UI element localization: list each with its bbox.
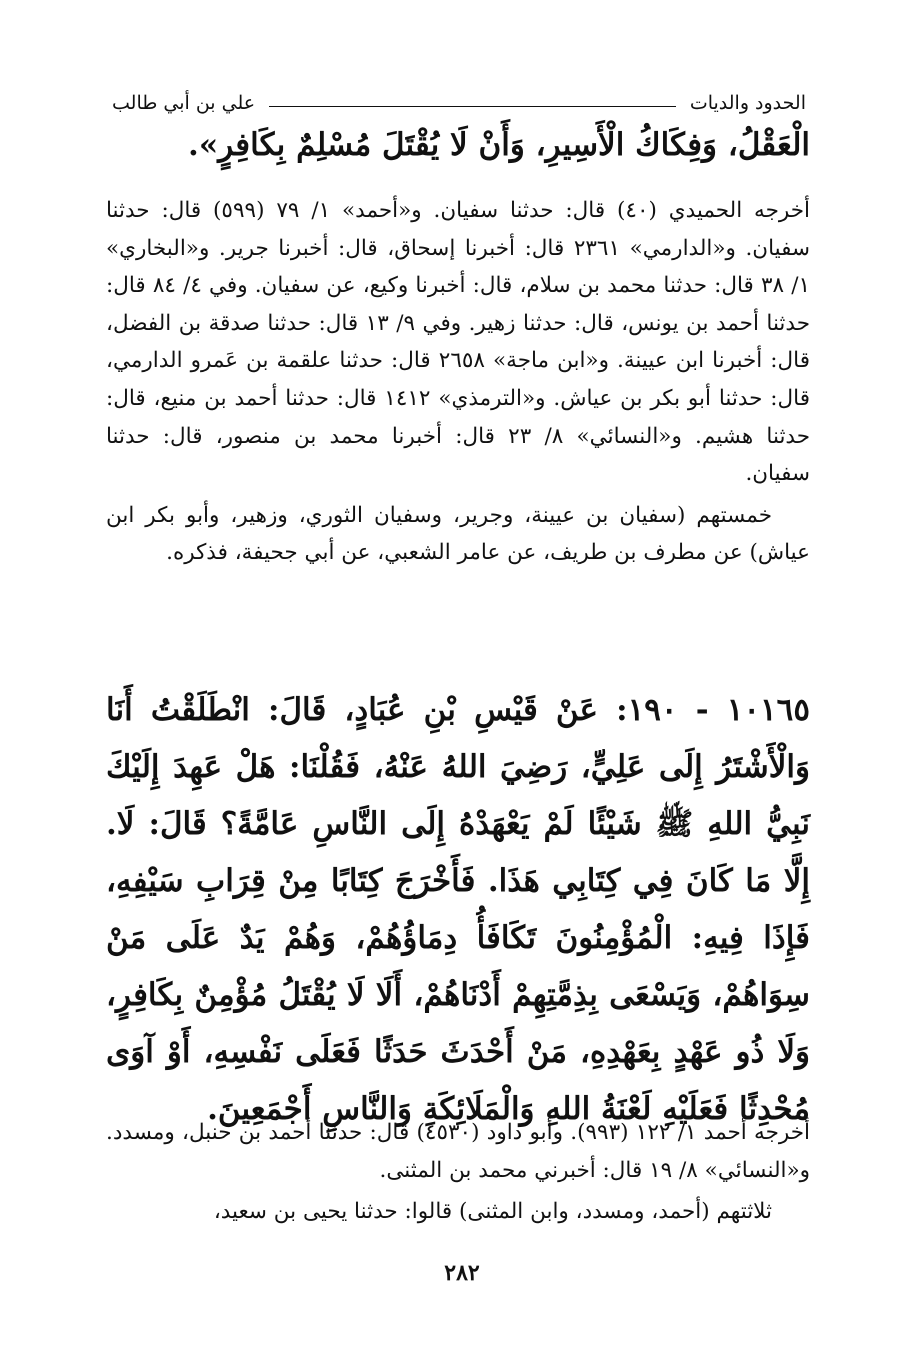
header-section-title: الحدود والديات bbox=[689, 92, 806, 114]
hadith-text-continuation: الْعَقْلُ، وَفِكَاكُ الْأَسِيرِ، وَأَنْ لَا يُقْتَلَ مُسْلِمٌ بِكَافِرٍ». bbox=[188, 127, 810, 163]
takhrij-1-paragraph-2: خمستهم (سفيان بن عيينة، وجرير، وسفيان الثوري، وزهير، وأبو بكر ابن عياش) عن مطرف بن طريف، عن عامر الشعبي، عن أبي جحيفة، فذكره. bbox=[106, 502, 810, 566]
header-rule bbox=[269, 106, 676, 107]
takhrij-1-paragraph-1: أخرجه الحميدي (٤٠) قال: حدثنا سفيان. و«أحمد» ١/ ٧٩ (٥٩٩) قال: حدثنا سفيان. و«الدارمي» ٢٣٦١ قال: أخبرنا إسحاق، قال: أخبرنا جرير. و«البخاري» ١/ ٣٨ قال: حدثنا محمد بن سلام، قال: أخبرنا وكيع، عن سفيان. وفي ٤/ ٨٤ قال: حدثنا أحمد بن يونس، قال: حدثنا زهير. وفي ٩/ ١٣ قال: حدثنا صدقة بن الفضل، قال: أخبرنا ابن عيينة. و«ابن ماجة» ٢٦٥٨ قال: حدثنا علقمة بن عَمرو الدارمي، قال: حدثنا أبو بكر بن عياش. و«الترمذي» ١٤١٢ قال: حدثنا أحمد بن منيع، قال: حدثنا هشيم. و«النسائي» ٨/ ٢٣ قال: أخبرنا محمد بن منصور، قال: حدثنا سفيان. bbox=[106, 198, 811, 487]
header-book-title: علي بن أبي طالب bbox=[112, 92, 256, 114]
hadith-10165-text: ١٠١٦٥ - ١٩٠: عَنْ قَيْسِ بْنِ عُبَادٍ، قَالَ: انْطَلَقْتُ أَنَا وَالْأَشْتَرُ إِلَى عَلِيٍّ، رَضِيَ اللهُ عَنْهُ، فَقُلْنَا: هَلْ عَهِدَ إِلَيْكَ نَبِيُّ اللهِ ﷺ شَيْئًا لَمْ يَعْهَدْهُ إِلَى النَّاسِ عَامَّةً؟ قَالَ: لَا. إِلَّا مَا كَانَ فِي كِتَابِي هَذَا. فَأَخْرَجَ كِتَابًا مِنْ قِرَابِ سَيْفِهِ، فَإِذَا فِيهِ: الْمُؤْمِنُونَ تَكَافَأُ دِمَاؤُهُمْ، وَهُمْ يَدٌ عَلَى مَنْ سِوَاهُمْ، وَيَسْعَى بِذِمَّتِهِمْ أَدْنَاهُمْ، أَلَا لَا يُقْتَلُ مُؤْمِنٌ بِكَافِرٍ، وَلَا ذُو عَهْدٍ بِعَهْدِهِ، مَنْ أَحْدَثَ حَدَثًا فَعَلَى نَفْسِهِ، أَوْ آوَى مُحْدِثًا فَعَلَيْهِ لَعْنَةُ اللهِ وَالْمَلَائِكَةِ وَالنَّاسِ أَجْمَعِينَ. bbox=[106, 692, 810, 1127]
takhrij-block-2 bbox=[106, 1114, 810, 1231]
takhrij-block-1 bbox=[106, 192, 810, 572]
takhrij-2-paragraph-1: أخرجه أحمد ١/ ١٢٢ (٩٩٣). وأبو داود (٤٥٣٠) قال: حدثنا أحمد بن حنبل، ومسدد. و«النسائي» ٨/ ١٩ قال: أخبرني محمد بن المثنى. bbox=[106, 1120, 810, 1183]
running-header bbox=[112, 88, 806, 118]
page-number: ٢٨٢ bbox=[444, 1260, 480, 1286]
takhrij-2-paragraph-2: ثلاثتهم (أحمد، ومسدد، وابن المثنى) قالوا: حدثنا يحيى بن سعيد، bbox=[213, 1199, 772, 1225]
